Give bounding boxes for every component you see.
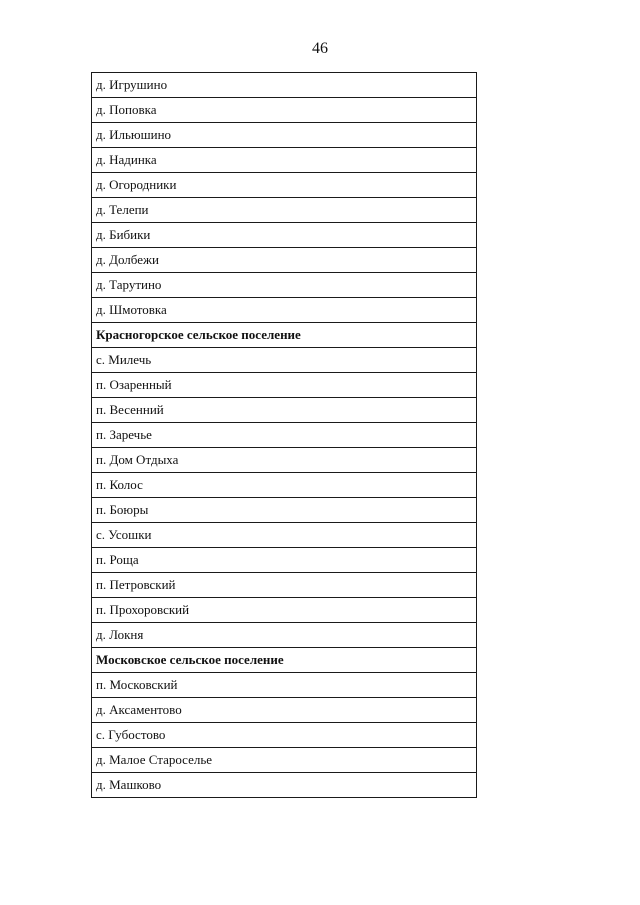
table-row: [92, 473, 477, 498]
settlement-name-cell: д. Поповка: [92, 98, 477, 123]
settlement-name-cell: д. Надинка: [92, 148, 477, 173]
settlement-name-cell: д. Игрушино: [92, 73, 477, 98]
settlement-name-cell: с. Милечь: [92, 348, 477, 373]
settlement-name-cell: д. Бибики: [92, 223, 477, 248]
section-header-cell: Московское сельское поселение: [92, 648, 477, 673]
table-row: [92, 198, 477, 223]
table-row: [92, 298, 477, 323]
table-row: [92, 423, 477, 448]
table-row: [92, 173, 477, 198]
section-header-row: [92, 648, 477, 673]
page-number: 46: [312, 40, 328, 57]
table-row: [92, 523, 477, 548]
table-row: [92, 223, 477, 248]
settlement-name-cell: п. Боюры: [92, 498, 477, 523]
settlement-name-cell: д. Тарутино: [92, 273, 477, 298]
settlement-name-cell: п. Московский: [92, 673, 477, 698]
settlement-name-cell: д. Малое Староселье: [92, 748, 477, 773]
table-row: [92, 273, 477, 298]
settlement-name-cell: д. Ильюшино: [92, 123, 477, 148]
table-row: [92, 673, 477, 698]
section-header-cell: Красногорское сельское поселение: [92, 323, 477, 348]
settlement-name-cell: д. Долбежи: [92, 248, 477, 273]
settlement-name-cell: с. Губостово: [92, 723, 477, 748]
settlement-name-cell: п. Роща: [92, 548, 477, 573]
table-row: [92, 123, 477, 148]
table-row: [92, 448, 477, 473]
table-row: [92, 573, 477, 598]
table-row: [92, 248, 477, 273]
table-row: [92, 548, 477, 573]
table-row: [92, 748, 477, 773]
table-row: [92, 348, 477, 373]
table-row: [92, 773, 477, 798]
settlement-name-cell: д. Шмотовка: [92, 298, 477, 323]
settlement-name-cell: д. Огородники: [92, 173, 477, 198]
settlement-name-cell: п. Заречье: [92, 423, 477, 448]
settlement-name-cell: п. Дом Отдыха: [92, 448, 477, 473]
table-row: [92, 498, 477, 523]
settlement-name-cell: д. Аксаментово: [92, 698, 477, 723]
section-header-row: [92, 323, 477, 348]
settlement-name-cell: п. Петровский: [92, 573, 477, 598]
settlement-name-cell: д. Локня: [92, 623, 477, 648]
settlement-name-cell: п. Весенний: [92, 398, 477, 423]
table-row: [92, 623, 477, 648]
table-row: [92, 373, 477, 398]
table-row: [92, 723, 477, 748]
table-row: [92, 148, 477, 173]
table-row: [92, 398, 477, 423]
settlement-name-cell: п. Озаренный: [92, 373, 477, 398]
settlements-table: [91, 72, 477, 798]
settlement-name-cell: п. Колос: [92, 473, 477, 498]
table-row: [92, 598, 477, 623]
settlement-name-cell: д. Машково: [92, 773, 477, 798]
settlement-name-cell: с. Усошки: [92, 523, 477, 548]
settlements-table-body: [92, 73, 477, 798]
settlement-name-cell: п. Прохоровский: [92, 598, 477, 623]
table-row: [92, 73, 477, 98]
table-row: [92, 698, 477, 723]
table-row: [92, 98, 477, 123]
settlement-name-cell: д. Телепи: [92, 198, 477, 223]
